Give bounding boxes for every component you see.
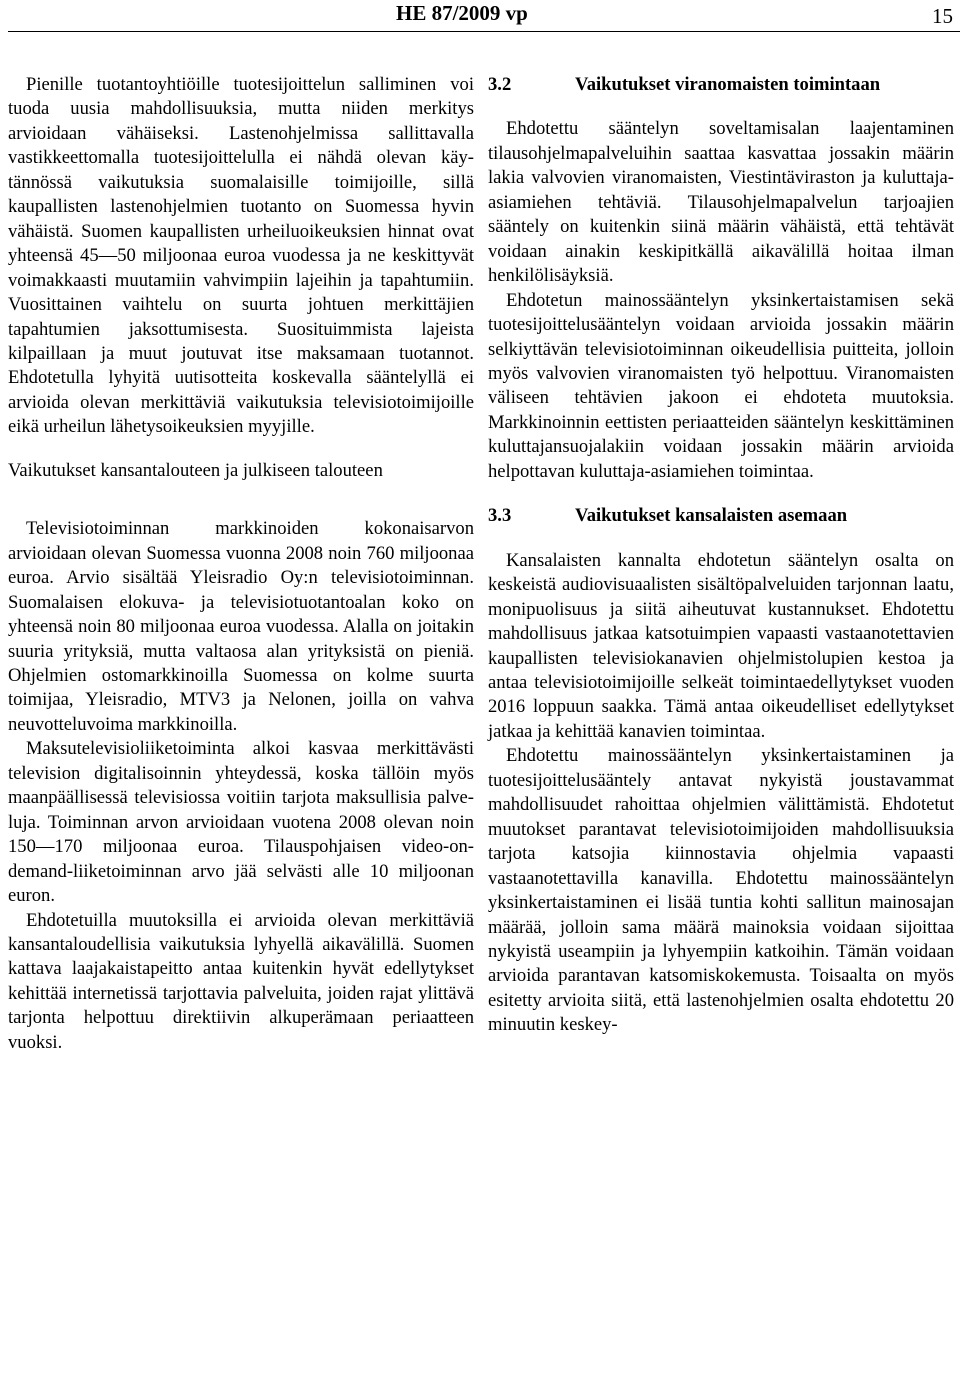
section-title: Vaikutukset viranomaisten toimintaan [575,74,881,95]
document-id: HE 87/2009 vp [396,1,528,25]
paragraph-citizens-2: Ehdotettu mainossääntelyn yksinkertaistaminen ja tuotesijoittelusääntely antavat nykyistä joustavammat mahdollisuudet rahoittaa ohjelmien välittämistä. Ehdotetut muutokset parantavat televisiotoimijoiden mahdollisuuksia tarjota katsojia kiinnostavia ohjelmia vapaasti vastaanotettavilla kanavilla. Ehdotettu mainossääntelyn yksinkertaistaminen ei lisää tuntia kohti sallitun mainosajan määrää, jolloin sama määrä mainoksia voidaan sijoittaa nykyistä useampiin ja lyhyempiin katkoihin. Tämän voidaan arvioida parantavan katsomiskokemusta. Toisaalta on myös esitetty arvioita siitä, että lastenohjelmien osalta ehdotettu 20 minuutin keskey- [488,745,954,1036]
subheading-economy: Vaikutukset kansantalouteen ja julkiseen talouteen [8,459,383,481]
section-number: 3.3 [488,505,512,527]
spacer [8,483,474,517]
spacer [488,97,954,117]
paragraph-pay-tv: Maksutelevisioliiketoiminta alkoi kasvaa merkittävästi television digitalisoinnin yhteydessä, koska tällöin myös maanpäällisessä televisiossa voitiin tarjota maksullisia palveluja. Toiminnan arvon arvioidaan vuotena 2008 olevan noin 150—170 miljoonaa euroa. Tilauspohjaisen video-on-demand-liiketoiminnan arvo jää selvästi alle 10 miljoonan euron. [8,738,474,907]
paragraph-economic-effects: Ehdotetuilla muutoksilla ei arvioida olevan merkittäviä kansantaloudellisia vaikutuksia lyhyellä aikavälillä. Suomen kattava laajakaistapeitto antaa kuitenkin hyvät edellytykset kehittää internetissä tarjottavia palveluita, joiden rajat ylittävä tarjonta helpottuu direktiivin alkuperämaan periaatteen vuoksi. [8,909,474,1053]
spacer [8,440,474,459]
section-title: Vaikutukset kansalaisten asemaan [575,505,848,527]
left-column [8,73,474,1055]
paragraph-authorities-1: Ehdotettu sääntelyn soveltamisalan laajentaminen tilausohjelmapalveluihin saattaa kasvattaa jossakin määrin lakia valvovien viranomaisten, Viestintäviraston ja kuluttajaasiamiehen tehtäviä. Tilausohjelmapalvelun tarjoajien sääntely on kuitenkin siinä määrin vähäistä, että tehtävät voidaan ainakin keskipitkällä aikavälillä hoitaa ilman henkilölisäyksiä. [488,118,954,287]
right-column [488,73,954,1038]
spacer [488,484,954,504]
page-header [0,0,960,36]
paragraph-market-value: Televisiotoiminnan markkinoiden kokonaisarvon arvioidaan olevan Suomessa vuonna 2008 noin 760 miljoonaa euroa. Arvio sisältää Yleisradio Oy:n televisiotoiminnan. Suomalaisen elokuva- ja televisiotuotantoalan koko on yhteensä noin 80 miljoonaa euroa vuodessa. Alalla on joitakin suuria yrityksiä, mutta valtaosa alan yrityksistä on pieniä. Ohjelmien ostomarkkinoilla Suomessa on kolme suurta toimijaa, Yleisradio, MTV3 ja Nelonen, joilla on vahva neuvotteluvoima markkinoilla. [8,518,474,735]
page-number: 15 [932,4,953,28]
spacer [488,529,954,549]
paragraph-authorities-2: Ehdotetun mainossääntelyn yksinkertaistamisen sekä tuotesijoittelusääntelyn voidaan arvioida jossakin määrin selkiyttävän televisiotoiminnan oikeudellisia puitteita, jolloin myös valvovien viranomaisten työ helpottuu. Viranomaisten väliseen tehtävien jakoon ei ehdoteta muutoksia. Markkinoinnin eettisten periaatteiden sääntelyn keskittäminen kuluttajansuojalakiin voidaan jossakin määrin arvioida helpottavan kuluttaja-asiamiehen toimintaa. [488,289,954,482]
paragraph-product-placement: Pienille tuotantoyhtiöille tuotesijoittelun salliminen voi tuoda uusia mahdollisuuksia, mutta niiden merkitys arvioidaan vähäiseksi. Lastenohjelmissa sallittavalla vastikkeettomalla tuotesijoittelulla ei nähdä olevan käytännössä vaikutuksia suomalaisille toimijoille, sillä kaupallisten lastenohjelmien tuotanto on Suomessa hyvin vähäistä. Suomen kaupallisten urheiluoikeuksien hinnat ovat yhteensä 45—50 miljoonaa euroa vuodessa ja ne keskittyvät voimakkaasti muutamiin vahvimpiin lajeihin ja tapahtumiin. Vuosittainen vaihtelu on suurta johtuen merkittäjien tapahtumien jaksottumisesta. Suosituimmista lajeista kilpaillaan ja muut joutuvat itse maksamaan tuotannot. Ehdotetulla lyhyitä uutisotteita koskevalla sääntelyllä ei arvioida olevan merkittäviä vaikutuksia televisiotoimijoille eikä urheilun lähetysoikeuksien myyjille. [8,74,474,438]
section-heading-3-2 [488,73,954,97]
header-rule [8,31,960,32]
section-number: 3.2 [488,74,512,95]
paragraph-citizens-1: Kansalaisten kannalta ehdotetun sääntelyn osalta on keskeistä audiovisuaalisten sisältöpalveluiden tarjonnan laatu, monipuolisuus ja siitä aiheutuvat kustannukset. Ehdotettu mahdollisuus jatkaa katsotuimpien vapaasti vastaanotettavien kaupallisten televisiokanavien ohjelmistolupien kestoa ja antaa televisiotoimijoille selkeät toimintaedellytykset vuoden 2016 loppuun saakka. Tämä antaa oikeudelliset edellytykset jatkaa ja kehittää kanavien toimintaa. [488,549,954,742]
section-heading-3-3 [488,504,954,528]
